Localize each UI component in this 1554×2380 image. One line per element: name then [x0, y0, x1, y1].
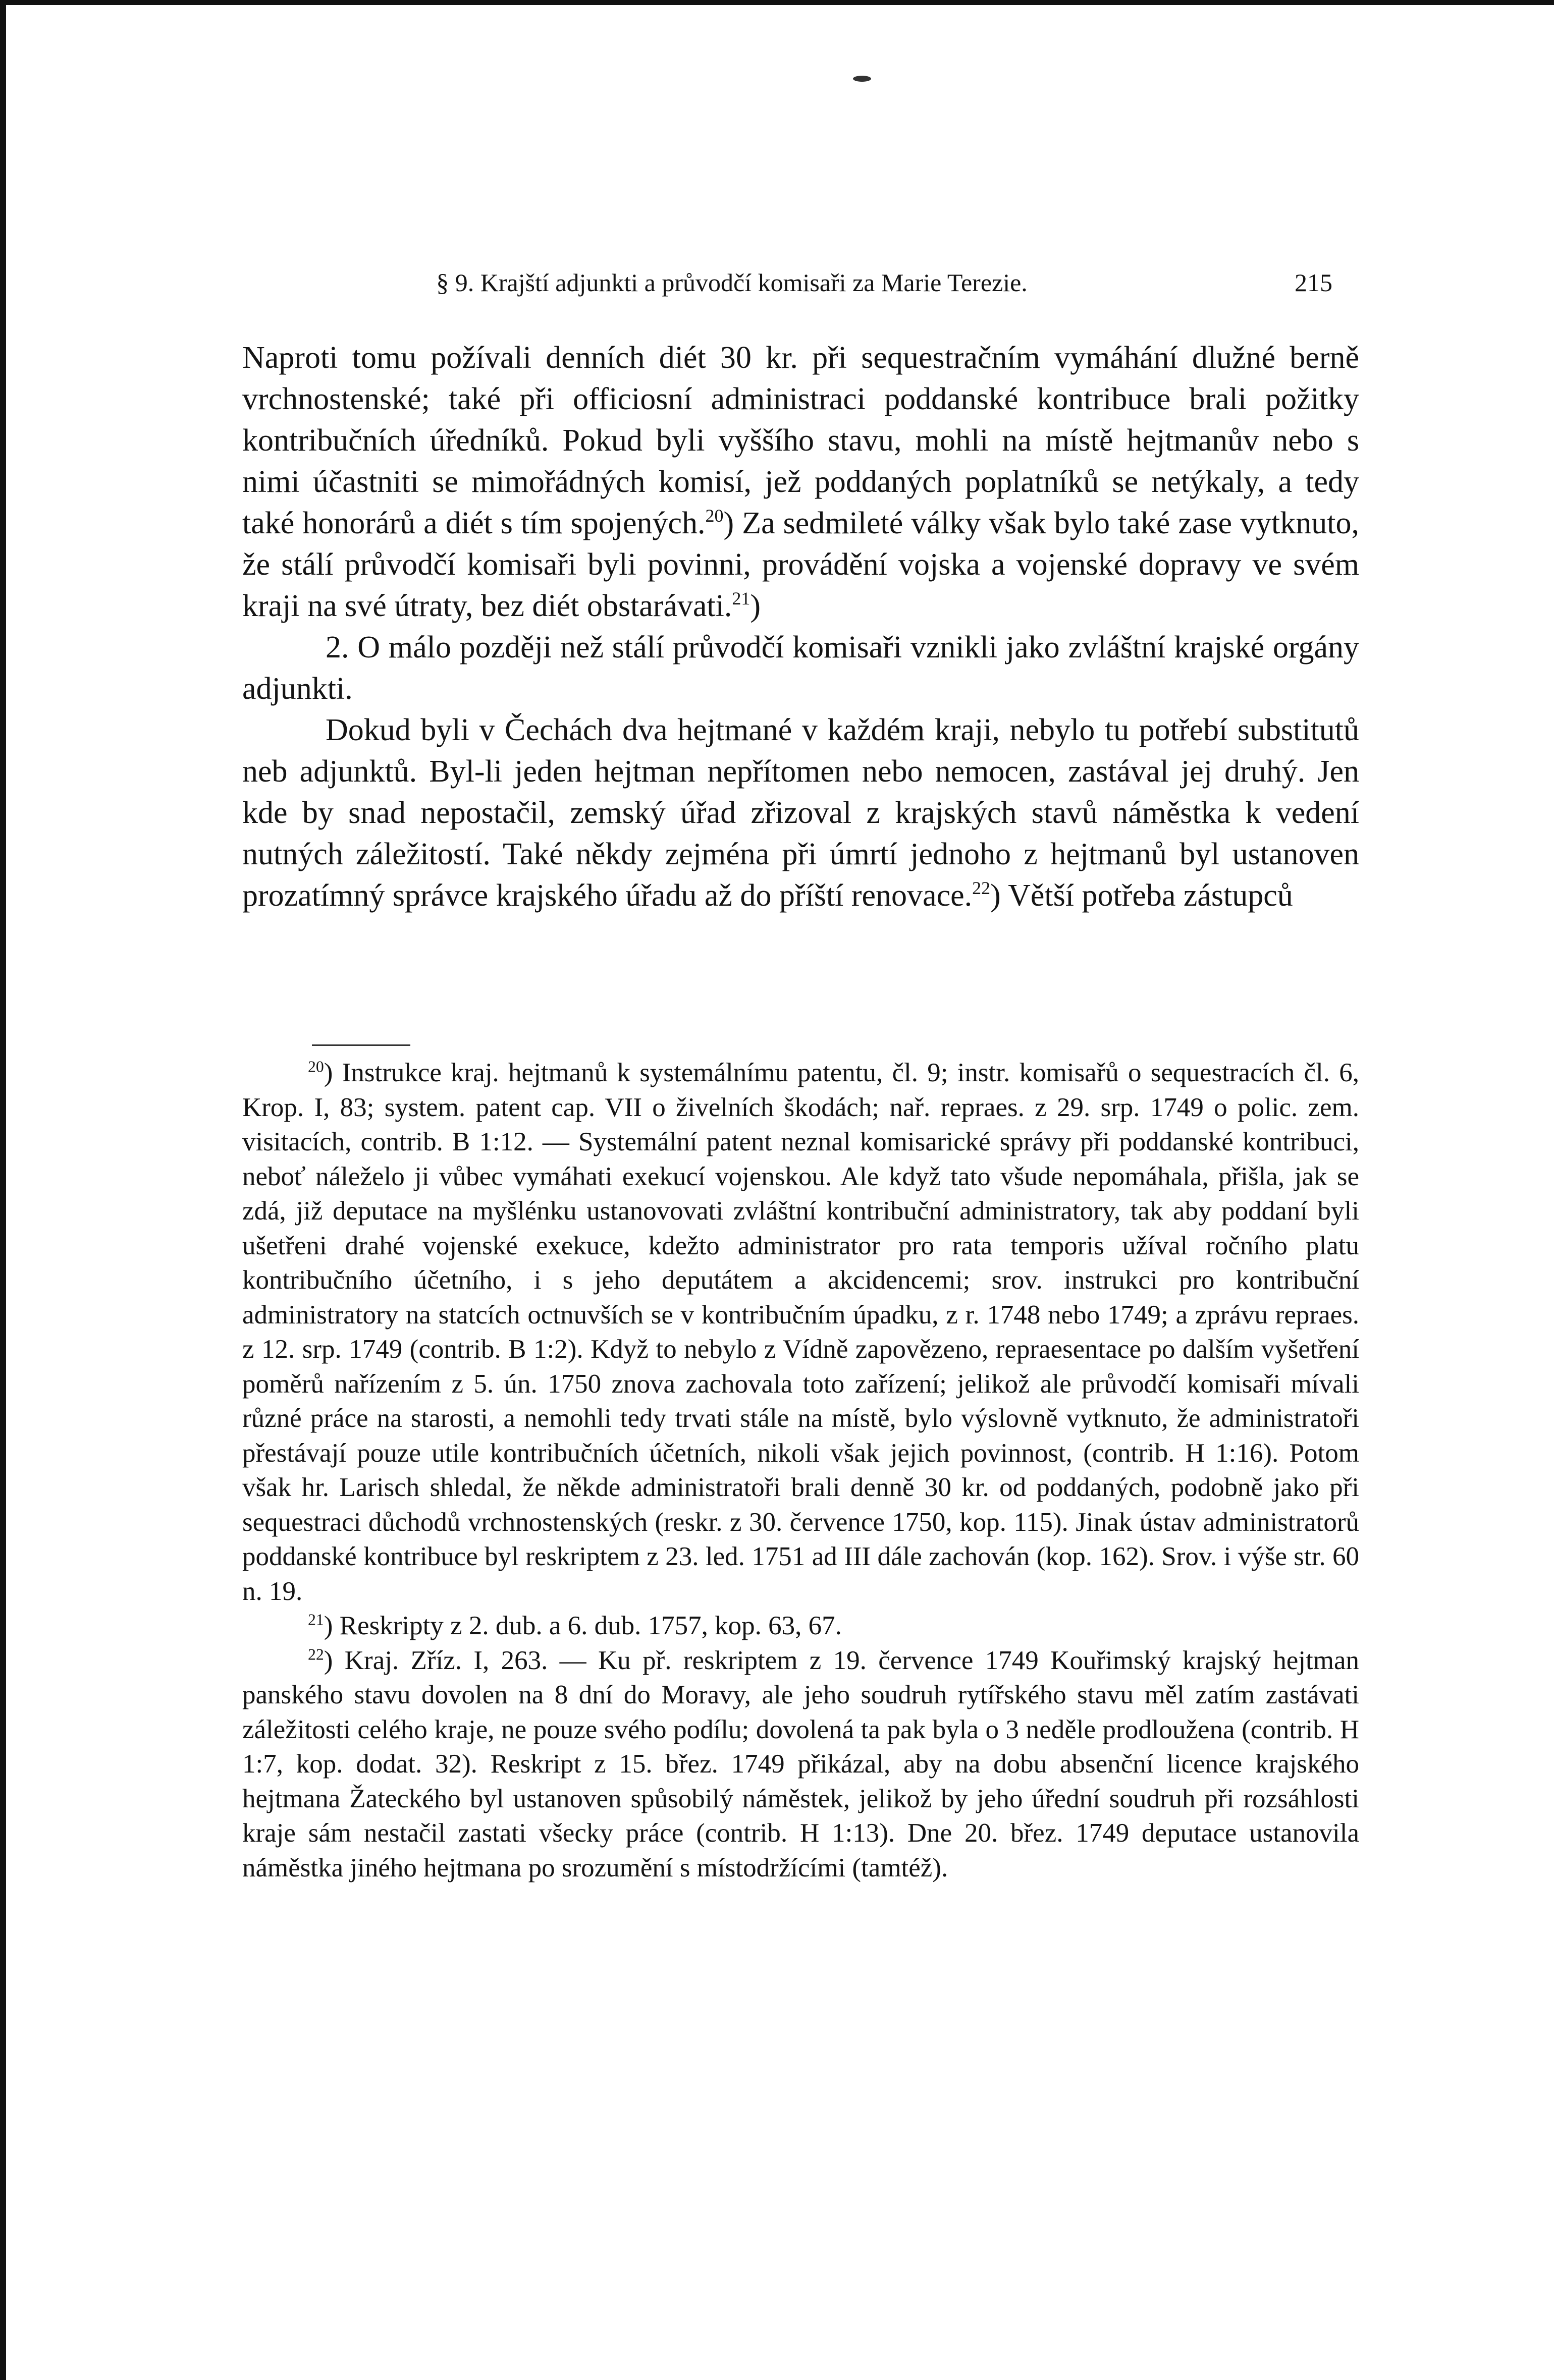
footnotes — [242, 1056, 1359, 1885]
ink-mark — [853, 76, 871, 82]
para1-close: ) — [750, 589, 761, 623]
scan-edge-left — [0, 0, 6, 2380]
scan-edge-top — [0, 0, 1554, 5]
paragraph-1 — [242, 337, 1359, 627]
footnote-20-mark: 20 — [308, 1058, 324, 1076]
page-number: 215 — [1295, 268, 1332, 297]
para3-text-2: ) Větší potřeba zástupců — [990, 878, 1293, 913]
footnote-21 — [242, 1609, 1359, 1643]
running-header — [222, 267, 1332, 298]
main-text — [242, 337, 1359, 916]
footnote-21-text: ) Reskripty z 2. dub. a 6. dub. 1757, kop. 63, 67. — [324, 1611, 842, 1640]
footnote-20 — [242, 1056, 1359, 1609]
footnote-21-mark: 21 — [308, 1611, 324, 1629]
footnote-divider — [312, 1044, 410, 1046]
footnote-22-mark: 22 — [308, 1645, 324, 1663]
para1-text: Naproti tomu požívali denních diét 30 kr. při sequestračním vymáhání dlužné berně vrchnostenské; také při officiosní administraci poddanské kontribuce brali požitky kontribučních úředníků. Pokud byli vyššího stavu, mohli na místě hejtmanův nebo s nimi účastniti se mimořádných komisí, jež poddaných poplatníků se netýkaly, a tedy také honorárů a diét s tím spojených. — [242, 341, 1359, 540]
para3-text: Dokud byli v Čechách dva hejtmané v každém kraji, nebylo tu potřebí substitutů neb adjunktů. Byl-li jeden hejtman nepřítomen nebo nemocen, zastával jej druhý. Jen kde by snad nepostačil, zemský úřad zřizoval z krajských stavů náměstka k vedení nutných záležitostí. Také někdy zejména při úmrtí jednoho z hejtmanů byl ustanoven prozatímný správce krajského úřadu až do příští renovace. — [242, 713, 1359, 913]
footnote-ref-22[interactable]: 22 — [972, 877, 991, 898]
footnote-22 — [242, 1643, 1359, 1886]
paragraph-3 — [242, 709, 1359, 916]
paragraph-2: 2. O málo později než stálí průvodčí komisaři vznikli jako zvláštní krajské orgány adjunkti. — [242, 630, 1359, 706]
footnote-ref-20[interactable]: 20 — [705, 505, 724, 526]
footnote-ref-21[interactable]: 21 — [732, 588, 751, 608]
footnote-20-text: ) Instrukce kraj. hejtmanů k systemálnímu patentu, čl. 9; instr. komisařů o sequestracích čl. 6, Krop. I, 83; system. patent cap. VII o živelních škodách; nař. repraes. z 29. srp. 1749 o polic. zem. visitacích, contrib. B 1:12. — Systemální patent neznal komisarické správy při poddanské kontribuci, neboť náleželo ji vůbec vymáhati exekucí vojenskou. Ale když tato všude nepomáhala, přišla, jak se zdá, již deputace na myšlénku ustanovovati zvláštní kontribuční administratory, tak aby poddaní byli ušetřeni drahé vojenské exekuce, kdežto administrator pro rata temporis užíval ročního platu kontribučního účetního, i s jeho deputátem a akcidencemi; srov. instrukci pro kontribuční administratory na statcích octnuvších se v kontribučním úpadku, z r. 1748 nebo 1749; a zprávu repraes. z 12. srp. 1749 (contrib. B 1:2). Když to nebylo z Vídně zapovězeno, repraesentace po dalším vyšetření poměrů nařízením z 5. ún. 1750 znova zachovala toto zařízení; jelikož ale průvodčí komisaři mívali různé práce na starosti, a nemohli tedy trvati stále na místě, bylo výslovně vytknuto, že administratoři přestávají pouze utile kontribučních účetních, nikoli však jejich povinnost, (contrib. H 1:16). Potom však hr. Larisch shledal, že někde administratoři brali denně 30 kr. od poddaných, podobně jako při sequestraci důchodů vrchnostenských (reskr. z 30. července 1750, kop. 115). Jinak ústav administratorů poddanské kontribuce byl reskriptem z 23. led. 1751 ad III dále zachován (kop. 162). Srov. i výše str. 60 n. 19. — [242, 1058, 1359, 1606]
running-title: § 9. Krajští adjunkti a průvodčí komisaři za Marie Terezie. — [436, 268, 1028, 297]
para1-text-2: ) Za sedmileté války však bylo také zase vytknuto, že stálí průvodčí komisaři byli povinni, provádění vojska a vojenské dopravy ve svém kraji na své útraty, bez diét obstarávati. — [242, 506, 1360, 623]
footnote-22-text: ) Kraj. Zříz. I, 263. — Ku př. reskriptem z 19. července 1749 Kouřimský krajský hejtman panského stavu dovolen na 8 dní do Moravy, ale jeho soudruh rytířského stavu měl zatím zastávati záležitosti celého kraje, ne pouze svého podílu; dovolená ta pak byla o 3 neděle prodloužena (contrib. H 1:7, kop. dodat. 32). Reskript z 15. břez. 1749 přikázal, aby na dobu absenční licence krajského hejtmana Žateckého byl ustanoven spůsobilý náměstek, jelikož by jeho úřední soudruh při rozsáhlosti kraje sám nestačil zastati všecky práce (contrib. H 1:13). Dne 20. břez. 1749 deputace ustanovila náměstka jiného hejtmana po srozumění s místodržícími (tamtéž). — [242, 1645, 1359, 1883]
